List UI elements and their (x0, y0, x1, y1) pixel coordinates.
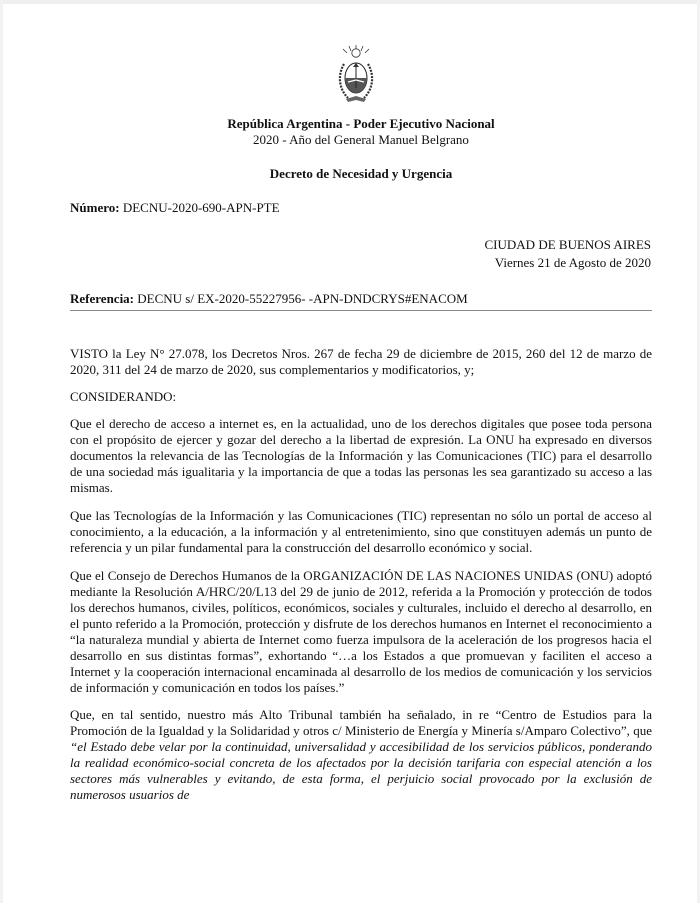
decree-body (70, 346, 652, 814)
year-motto: 2020 - Año del General Manuel Belgrano (253, 132, 469, 147)
government-heading: República Argentina - Poder Ejecutivo Nacional (227, 116, 495, 131)
page-top-edge (0, 0, 700, 4)
supreme-court-quote: “el Estado debe velar por la continuidad, universalidad y accesibilidad de los servicios públicos, ponderando la realidad económico-social concreta de los afectados por la decisión tarifaria con especial atención a los sectores más vulnerables y evitando, de esta forma, el perjuicio social provocado por la exclusión de numerosos usuarios de (70, 739, 652, 802)
city-line: CIUDAD DE BUENOS AIRES (484, 237, 651, 252)
visto-paragraph: VISTO la Ley N° 27.078, los Decretos Nros. 267 de fecha 29 de diciembre de 2015, 260 del 12 de marzo de 2020, 311 del 24 de marzo de 2020, sus complementarios y modificatorios, y; (70, 346, 652, 377)
header-divider (70, 310, 652, 311)
supreme-court-text: Que, en tal sentido, nuestro más Alto Tribunal también ha señalado, in re “Centro de Estudios para la Promoción de la Igualdad y la Solidaridad y otros c/ Ministerio de Energía y Minería s/Amparo Colectivo”, que (70, 707, 652, 738)
date-line: Viernes 21 de Agosto de 2020 (494, 255, 651, 270)
paragraph-onu-resolution: Que el Consejo de Derechos Humanos de la ORGANIZACIÓN DE LAS NACIONES UNIDAS (ONU) adoptó mediante la Resolución A/HRC/20/L13 del 29 de junio de 2012, referida a la Promoción y protección de todos los derechos humanos, civiles, políticos, económicos, sociales y culturales, incluido el derecho al desarrollo, en el punto referido a la Promoción, protección y disfrute de los derechos humanos en Internet el reconocimiento a “la naturaleza mundial y abierta de Internet como fuerza impulsora de la aceleración de los progresos hacia el desarrollo en sus distintas formas”, exhortando “…a los Estados a que promuevan y faciliten el acceso a Internet y la cooperación internacional encaminada al desarrollo de los medios de comunicación y los servicios de información y comunicación en todos los países.” (70, 568, 652, 695)
numero-label: Número: (70, 200, 120, 215)
numero-value: DECNU-2020-690-APN-PTE (122, 200, 280, 215)
argentina-coat-of-arms-icon (334, 44, 378, 106)
referencia-label: Referencia: (70, 291, 135, 306)
referencia-line (70, 291, 468, 307)
considerando-heading: CONSIDERANDO: (70, 389, 177, 404)
numero-line (70, 200, 280, 216)
paragraph-internet-access: Que el derecho de acceso a internet es, en la actualidad, uno de los derechos digitales que posee toda persona con el propósito de ejercer y gozar del derecho a la libertad de expresión. La ONU ha expresado en diversos documentos la relevancia de las Tecnologías de la Información y las Comunicaciones (TIC) para el desarrollo de una sociedad más igualitaria y la importancia de que a todas las personas les sea garantizado su acceso a las mismas. (70, 416, 652, 495)
paragraph-supreme-court (70, 707, 652, 803)
decree-type-title: Decreto de Necesidad y Urgencia (269, 166, 453, 181)
paragraph-tic: Que las Tecnologías de la Información y las Comunicaciones (TIC) representan no sólo un portal de acceso al conocimiento, a la educación, a la información y al entretenimiento, sino que constituyen además un punto de referencia y un pilar fundamental para la construcción del desarrollo económico y social. (70, 508, 652, 555)
referencia-value: DECNU s/ EX-2020-55227956- -APN-DNDCRYS#ENACOM (137, 291, 468, 306)
